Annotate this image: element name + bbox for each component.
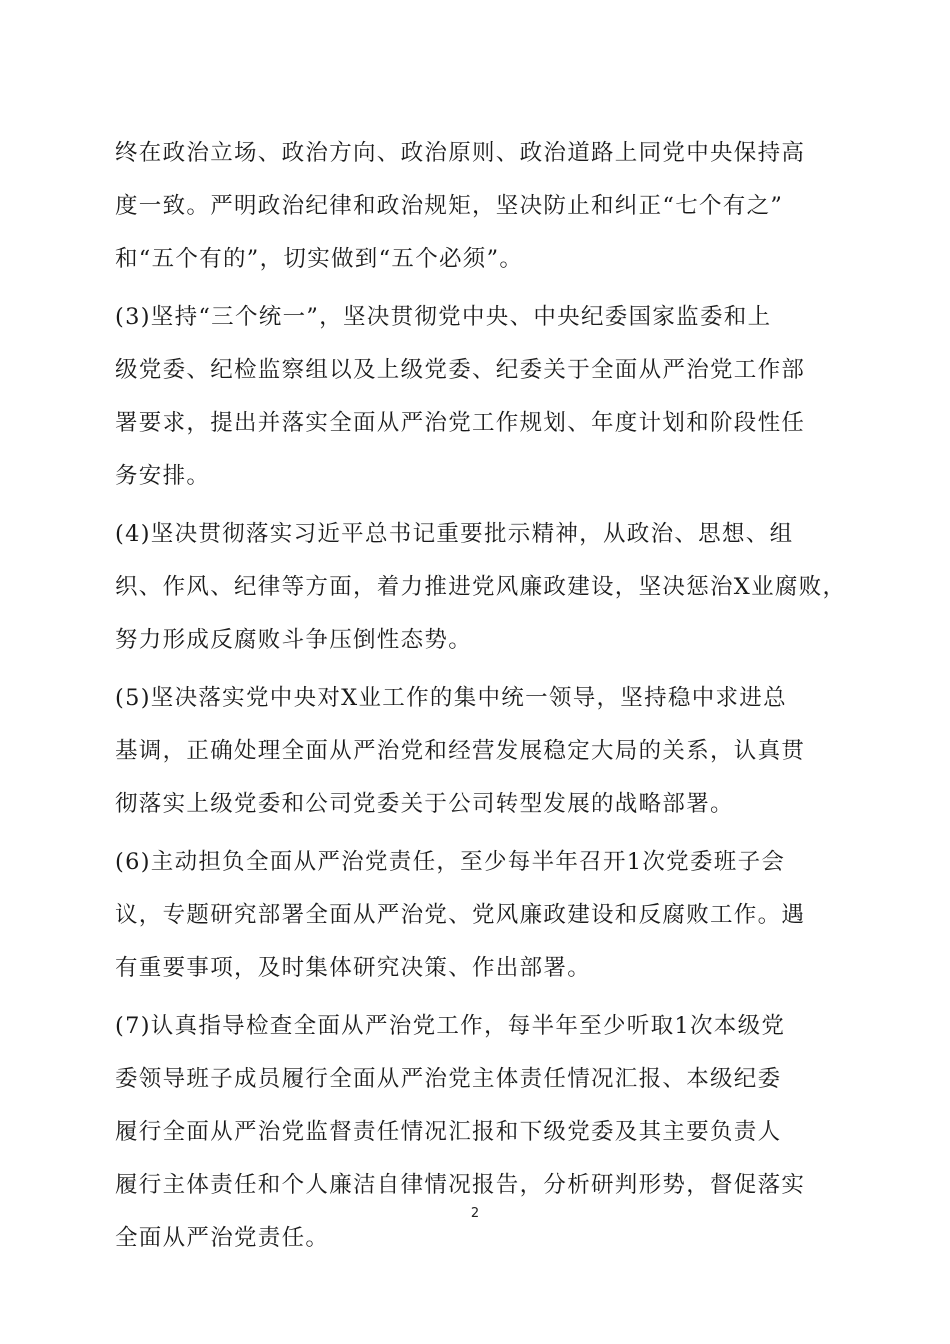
paragraph-item-5 — [115, 672, 840, 831]
text-line: 度一致。严明政治纪律和政治规矩，坚决防止和纠正“七个有之” — [115, 193, 784, 219]
text-line: (5)坚决落实党中央对X业工作的集中统一领导，坚持稳中求进总 — [115, 685, 787, 711]
text-line: 履行主体责任和个人廉洁自律情况报告，分析研判形势，督促落实 — [115, 1172, 806, 1198]
text-line: 彻落实上级党委和公司党委关于公司转型发展的战略部署。 — [115, 791, 734, 817]
text-line: 织、作风、纪律等方面，着力推进党风廉政建设，坚决惩治X业腐败， — [115, 574, 847, 600]
text-line: (7)认真指导检查全面从严治党工作，每半年至少听取1次本级党 — [115, 1013, 786, 1039]
document-body — [115, 127, 847, 1270]
text-line: 务安排。 — [115, 463, 211, 489]
text-line: (3)坚持“三个统一”，坚决贯彻党中央、中央纪委国家监委和上 — [115, 304, 772, 330]
text-line: 级党委、纪检监察组以及上级党委、纪委关于全面从严治党工作部 — [115, 357, 806, 383]
paragraph-item-6 — [115, 836, 840, 995]
paragraph-continuation — [115, 127, 840, 286]
paragraph-item-7 — [115, 1000, 840, 1265]
text-line: 全面从严治党责任。 — [115, 1225, 330, 1251]
text-line: 努力形成反腐败斗争压倒性态势。 — [115, 627, 473, 653]
paragraph-item-3 — [115, 291, 840, 503]
text-line: 议，专题研究部署全面从严治党、党风廉政建设和反腐败工作。遇 — [115, 902, 806, 928]
text-line: 委领导班子成员履行全面从严治党主体责任情况汇报、本级纪委 — [115, 1066, 782, 1092]
text-line: 终在政治立场、政治方向、政治原则、政治道路上同党中央保持高 — [115, 140, 806, 166]
text-line: 有重要事项，及时集体研究决策、作出部署。 — [115, 955, 592, 981]
text-line: 和“五个有的”，切实做到“五个必须”。 — [115, 246, 524, 272]
paragraph-item-4 — [115, 508, 847, 667]
page-number: 2 — [470, 1206, 480, 1221]
text-line: (4)坚决贯彻落实习近平总书记重要批示精神，从政治、思想、组 — [115, 521, 794, 547]
text-line: 履行全面从严治党监督责任情况汇报和下级党委及其主要负责人 — [115, 1119, 782, 1145]
text-line: 署要求，提出并落实全面从严治党工作规划、年度计划和阶段性任 — [115, 410, 806, 436]
text-line: (6)主动担负全面从严治党责任，至少每半年召开1次党委班子会 — [115, 849, 786, 875]
text-line: 基调，正确处理全面从严治党和经营发展稳定大局的关系，认真贯 — [115, 738, 806, 764]
